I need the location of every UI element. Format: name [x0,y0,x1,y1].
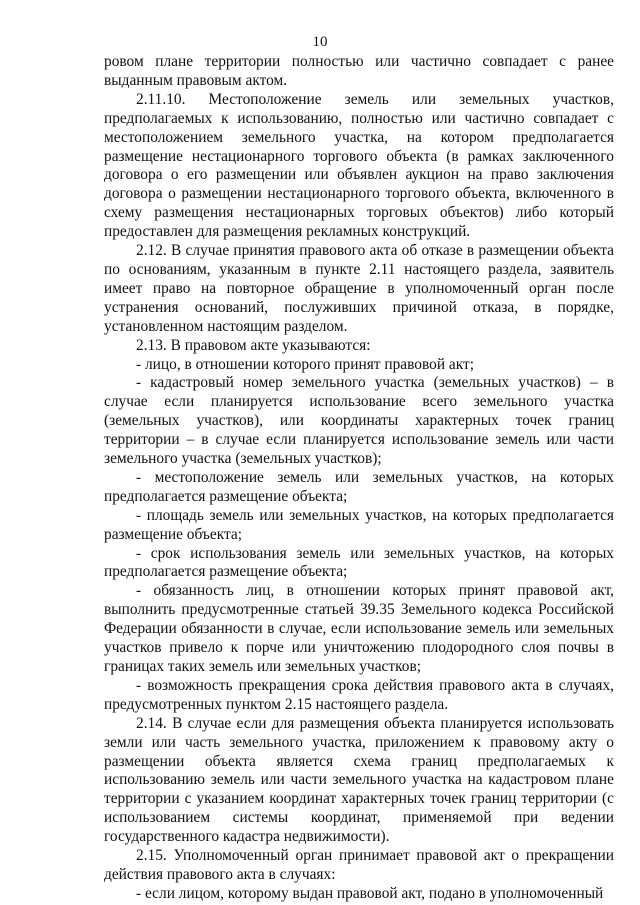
list-item-location: - местоположение земель или земельных участков, на которых предполагается размещение объекта; [104,468,614,505]
paragraph-2-13-heading: 2.13. В правовом акте указываются: [136,336,371,354]
paragraph-2-14: 2.14. В случае если для размещения объекта планируется использовать земли или часть земельного участка, приложением к правовому акту о размещении объекта является схема границ предполагаемых к использованию земель или части земельного участка на кадастровом плане территории с указанием координат характерных точек границ территории (с использованием системы координат, применяемой при ведении государственного кадастра недвижимости). [104,714,614,846]
document-body [104,53,614,904]
list-item-termination-possibility: - возможность прекращения срока действия правового акта в случаях, предусмотренных пунктом 2.15 настоящего раздела. [104,676,614,713]
paragraph-continuation: ровом плане территории полностью или частично совпадает с ранее выданным правовым актом. [104,53,614,89]
list-item-area: - площадь земель или земельных участков, на которых предполагается размещение объекта; [104,506,614,543]
paragraph-2-15: 2.15. Уполномоченный орган принимает правовой акт о прекращении действия правового акта в случаях: [104,847,614,883]
list-item-person: - лицо, в отношении которого принят правовой акт; [136,355,475,373]
list-item-term: - срок использования земель или земельных участков, на которых предполагается размещение объекта; [104,544,614,581]
page-number: 10 [312,34,328,50]
paragraph-2-11-10: 2.11.10. Местоположение земель или земельных участков, предполагаемых к использованию, полностью или частично совпадает с местоположением земельного участка, на котором предполагается размещение нестационарного торгового объекта (в рамках заключенного договора о его размещении или объявлен аукцион на право заключения договора о размещении нестационарного торгового объекта, включенного в схему размещения нестационарных торговых объектов) либо который предоставлен для размещения рекламных конструкций. [104,90,614,241]
list-item-obligation: - обязанность лиц, в отношении которых принят правовой акт, выполнить предусмотренные статьей 39.35 Земельного кодекса Российской Федерации обязанности в случае, если использование земель или земельных участков привело к порче или уничтожению плодородного слоя почвы в границах таких земель или земельных участков; [104,582,614,675]
list-item-cadastral-number: - кадастровый номер земельного участка (земельных участков) – в случае если планируется использование всего земельного участка (земельных участков), или координаты характерных точек границ территории – в случае если планируется использование земель или части земельного участка (земельных участков); [104,374,614,468]
paragraph-2-12: 2.12. В случае принятия правового акта об отказе в размещении объекта по основаниям, указанным в пункте 2.11 настоящего раздела, заявитель имеет право на повторное обращение в уполномоченный орган после устранения оснований, послуживших причиной отказа, в порядке, установленном настоящим разделом. [104,242,614,335]
list-item-application: - если лицом, которому выдан правовой акт, подано в уполномоченный [136,884,604,902]
